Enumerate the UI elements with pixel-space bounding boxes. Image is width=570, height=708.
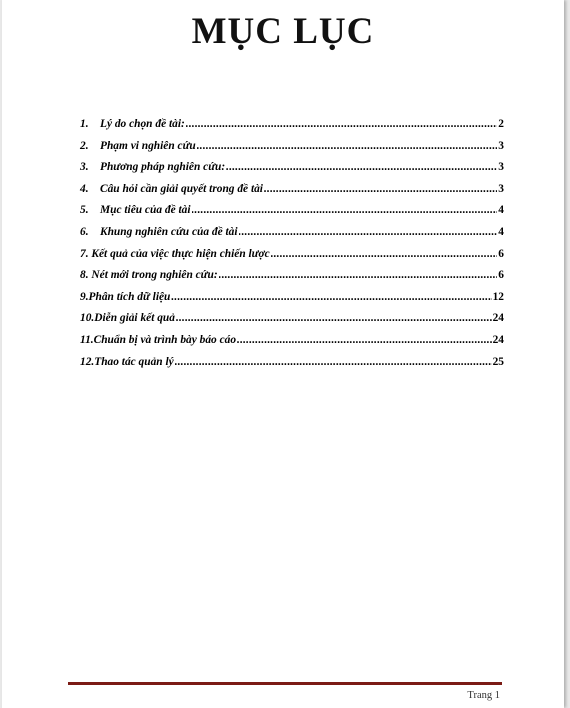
toc-page-number: 24 xyxy=(492,312,504,325)
toc-label: Câu hỏi cần giải quyết trong đề tài xyxy=(100,182,263,195)
footer-page-number: Trang 1 xyxy=(467,690,500,701)
toc-entry-3[interactable] xyxy=(80,161,504,183)
toc-page-number: 3 xyxy=(498,182,504,195)
toc-label: Phạm vi nghiên cứu xyxy=(100,139,196,152)
toc-page-number: 4 xyxy=(498,225,504,238)
table-of-contents xyxy=(80,118,504,377)
toc-number: 9. xyxy=(80,290,89,303)
footer-rule xyxy=(68,682,502,685)
toc-leader-dots xyxy=(197,140,498,152)
toc-entry-2[interactable] xyxy=(80,140,504,162)
toc-number: 7. xyxy=(80,247,89,260)
toc-leader-dots xyxy=(219,269,498,281)
toc-leader-dots xyxy=(226,161,497,173)
toc-entry-7[interactable] xyxy=(80,248,504,270)
toc-page-number: 25 xyxy=(492,355,504,368)
toc-leader-dots xyxy=(239,226,498,238)
toc-number: 3. xyxy=(80,161,89,174)
toc-label: Nét mới trong nghiên cứu: xyxy=(91,269,218,282)
toc-label: Phương pháp nghiên cứu: xyxy=(100,161,226,174)
toc-number: 10. xyxy=(80,312,95,325)
toc-label: Kết quả của việc thực hiện chiến lược xyxy=(91,247,270,260)
toc-page-number: 4 xyxy=(498,204,504,217)
toc-label: Mục tiêu của đề tài xyxy=(100,204,191,217)
toc-entry-8[interactable] xyxy=(80,269,504,291)
toc-leader-dots xyxy=(171,291,491,303)
toc-entry-10[interactable] xyxy=(80,312,504,334)
toc-leader-dots xyxy=(186,118,498,130)
toc-entry-12[interactable] xyxy=(80,356,504,378)
toc-page-number: 3 xyxy=(498,161,504,174)
document-page xyxy=(2,0,564,708)
toc-number: 11. xyxy=(80,333,94,346)
toc-number: 1. xyxy=(80,118,89,130)
toc-page-number: 24 xyxy=(492,333,504,346)
toc-entry-11[interactable] xyxy=(80,334,504,356)
toc-entry-4[interactable] xyxy=(80,183,504,205)
toc-entry-5[interactable] xyxy=(80,204,504,226)
toc-leader-dots xyxy=(271,248,498,260)
toc-leader-dots xyxy=(237,334,492,346)
toc-page-number: 3 xyxy=(498,139,504,152)
toc-number: 6. xyxy=(80,225,89,238)
toc-label: Diễn giải kết quả xyxy=(94,312,175,325)
toc-number: 8. xyxy=(80,269,89,282)
toc-label: Chuẩn bị và trình bày báo cáo xyxy=(93,333,237,346)
toc-number: 12. xyxy=(80,355,95,368)
toc-page-number: 2 xyxy=(498,118,504,130)
toc-leader-dots xyxy=(176,312,492,324)
toc-page-number: 6 xyxy=(498,247,504,260)
toc-label: Phân tích dữ liệu xyxy=(88,290,171,303)
toc-entry-6[interactable] xyxy=(80,226,504,248)
page-title: MỤC LỤC xyxy=(191,11,375,52)
toc-number: 5. xyxy=(80,204,89,217)
toc-leader-dots xyxy=(175,356,492,368)
toc-number: 2. xyxy=(80,139,89,152)
toc-label: Khung nghiên cứu của đề tài xyxy=(100,225,238,238)
toc-label: Thao tác quản lý xyxy=(94,355,174,368)
toc-page-number: 6 xyxy=(498,269,504,282)
toc-leader-dots xyxy=(264,183,497,195)
toc-entry-9[interactable] xyxy=(80,291,504,313)
toc-entry-1[interactable] xyxy=(80,118,504,140)
toc-leader-dots xyxy=(192,204,498,216)
toc-page-number: 12 xyxy=(492,290,504,303)
toc-label: Lý do chọn đề tài: xyxy=(100,118,185,130)
toc-number: 4. xyxy=(80,182,89,195)
